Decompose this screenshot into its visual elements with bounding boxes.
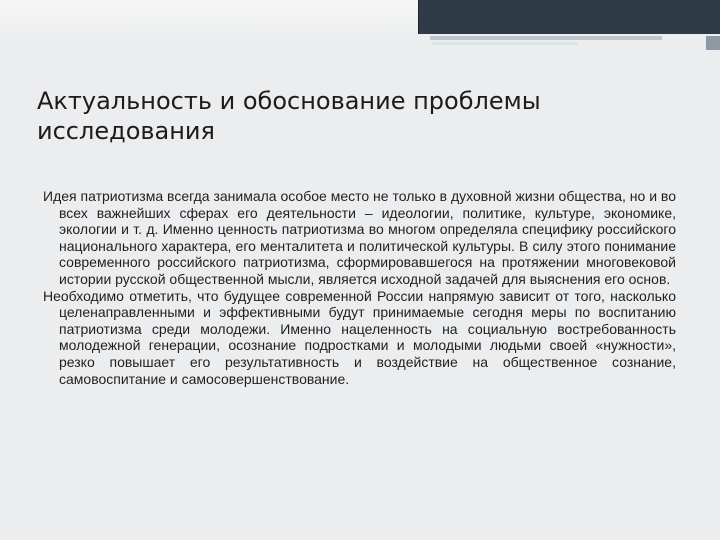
slide-body (43, 188, 676, 387)
slide-title: Актуальность и обоснование проблемы исследования (37, 87, 541, 145)
paragraph-1: Идея патриотизма всегда занимала особое место не только в духовной жизни общества, но и во всех важнейших сферах его деятельности – идеологии, политике, культуре, экономике, экологии и т. д. Именно ценность патриотизма во многом определяла специфику российского национального характера, его менталитета и политической культуры. В силу этого понимание современного российского патриотизма, сформировавшегося на протяжении многовековой истории русской общественной мысли, является исходной задачей для выяснения его основ. (43, 188, 676, 287)
accent-line (430, 36, 662, 40)
header-dark-band (418, 0, 720, 34)
paragraph-2: Необходимо отметить, что будущее современной России напрямую зависит от того, насколько целенаправленными и эффективными будут принимаемые сегодня меры по воспитанию патриотизма среди молодежи. Именно нацеленность на социальную востребованность молодежной генерации, осознание подростками и молодыми людьми своей «нужности», резко повышает его результативность и воздействие на общественное сознание, самовоспитание и самосовершенствование. (43, 287, 676, 387)
accent-line-secondary (432, 42, 578, 45)
accent-square (706, 36, 720, 50)
